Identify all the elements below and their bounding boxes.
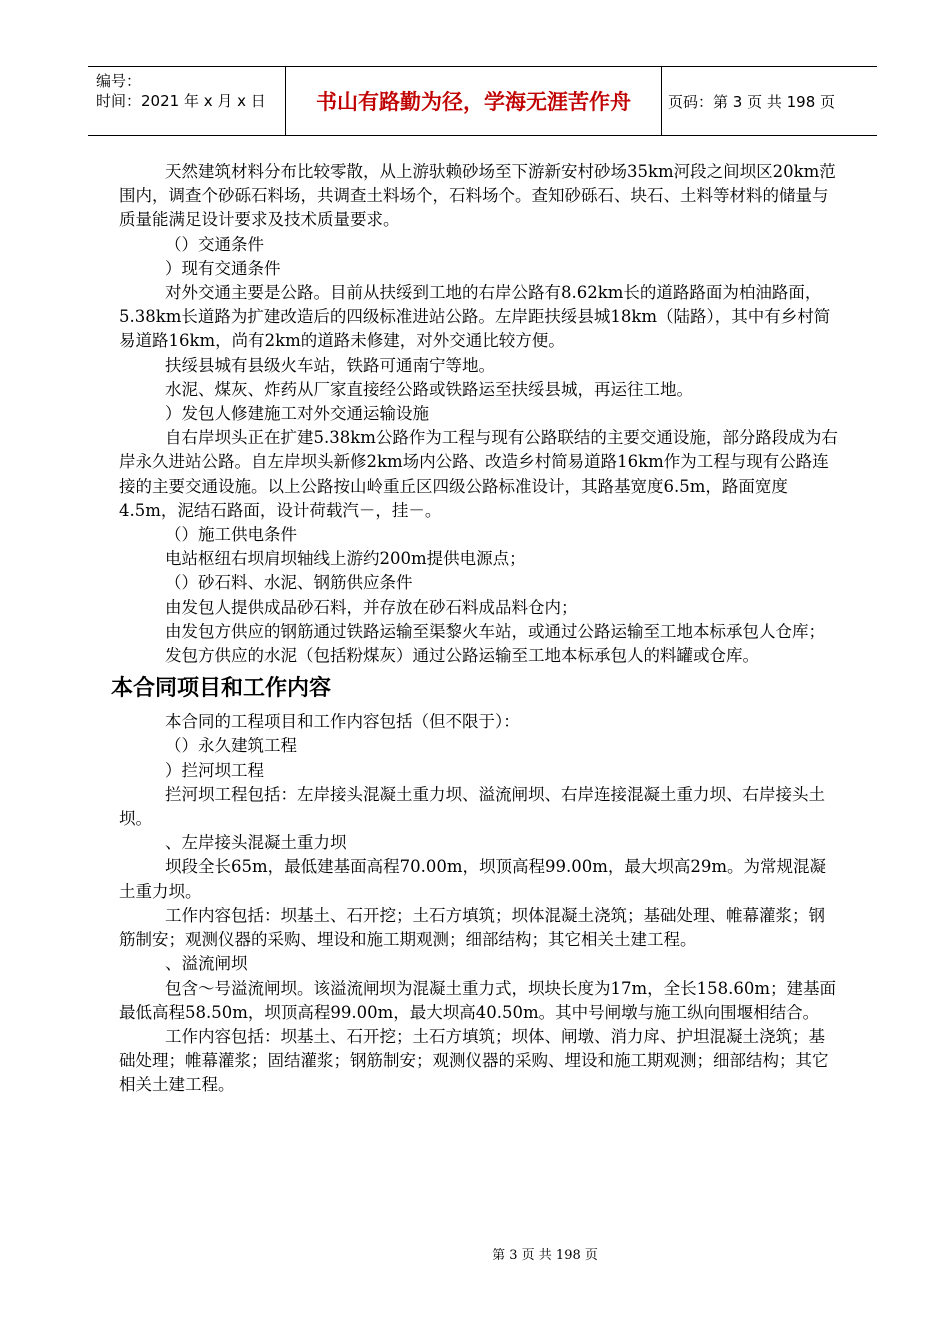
header-motto: 书山有路勤为径，学海无涯苦作舟 [286, 67, 662, 135]
paragraph: 扶绥县城有县级火车站，铁路可通南宁等地。 [165, 355, 495, 375]
subheading: （）交通条件 [165, 234, 264, 254]
paragraph: 由发包人提供成品砂石料，并存放在砂石料成品料仓内； [165, 597, 578, 617]
paragraph: 电站枢纽右坝肩坝轴线上游约200m提供电源点； [165, 549, 526, 569]
document-body [111, 160, 839, 1098]
subheading: ）发包人修建施工对外交通运输设施 [165, 404, 429, 424]
subheading: （）砂石料、水泥、钢筋供应条件 [165, 573, 413, 593]
paragraph: 自右岸坝头正在扩建5.38km公路作为工程与现有公路联结的主要交通设施，部分路段成为右岸永久进站公路。自左岸坝头新修2km场内公路、改造乡村简易道路16km作为工程与现有公路连接的主要交通设施。以上公路按山岭重丘区四级公路标准设计，其路基宽度6.5m，路面宽度4.5m，泥结石路面，设计荷载汽－，挂－。 [119, 428, 838, 520]
subheading: 、左岸接头混凝土重力坝 [165, 833, 347, 853]
header-meta [88, 67, 286, 135]
paragraph: 包含～号溢流闸坝。该溢流闸坝为混凝土重力式，坝块长度为17m，全长158.60m；建基面最低高程58.50m，坝顶高程99.00m，最大坝高40.50m。其中号闸墩与施工纵向围堰相结合。 [119, 978, 837, 1022]
header-page-info: 页码：第 3 页 共 198 页 [668, 92, 836, 111]
paragraph: 发包方供应的水泥（包括粉煤灰）通过公路运输至工地本标承包人的料罐或仓库。 [165, 646, 759, 666]
subheading: ）拦河坝工程 [165, 760, 264, 780]
paragraph: 工作内容包括：坝基土、石开挖；土石方填筑；坝体、闸墩、消力戽、护坦混凝土浇筑；基础处理；帷幕灌浆；固结灌浆；钢筋制安；观测仪器的采购、埋设和施工期观测；细部结构；其它相关土建工程。 [119, 1026, 829, 1095]
paragraph: 对外交通主要是公路。目前从扶绥到工地的右岸公路有8.62km长的道路路面为柏油路面，5.38km长道路为扩建改造后的四级标准进站公路。左岸距扶绥县城18km（陆路），其中有乡村简易道路16km，尚有2km的道路未修建，对外交通比较方便。 [119, 283, 831, 351]
time-label: 时间：2021 年 x 月 x 日 [96, 92, 266, 110]
paragraph: 天然建筑材料分布比较零散，从上游驮赖砂场至下游新安村砂场35km河段之间坝区20km范围内，调查个砂砾石料场，共调查土料场个，石料场个。查知砂砾石、块石、土料等材料的储量与质量能满足设计要求及技术质量要求。 [119, 162, 836, 230]
paragraph: 由发包方供应的钢筋通过铁路运输至渠黎火车站，或通过公路运输至工地本标承包人仓库； [165, 621, 825, 641]
subheading: （）施工供电条件 [165, 525, 297, 545]
paragraph: 坝段全长65m，最低建基面高程70.00m，坝顶高程99.00m，最大坝高29m。为常规混凝土重力坝。 [119, 857, 827, 901]
page-footer: 第 3 页 共 198 页 [492, 1248, 598, 1263]
subheading: （）永久建筑工程 [165, 736, 297, 756]
paragraph: 水泥、煤灰、炸药从厂家直接经公路或铁路运至扶绥县城，再运往工地。 [165, 379, 693, 399]
section-title: 本合同项目和工作内容 [111, 676, 332, 702]
paragraph: 工作内容包括：坝基土、石开挖；土石方填筑；坝体混凝土浇筑；基础处理、帷幕灌浆；钢筋制安；观测仪器的采购、埋设和施工期观测；细部结构；其它相关土建工程。 [119, 905, 825, 950]
paragraph: 拦河坝工程包括：左岸接头混凝土重力坝、溢流闸坝、右岸连接混凝土重力坝、右岸接头土坝。 [119, 784, 825, 829]
number-label: 编号： [96, 72, 142, 90]
paragraph: 本合同的工程项目和工作内容包括（但不限于）： [165, 712, 520, 732]
page-header [88, 66, 877, 136]
subheading: 、溢流闸坝 [165, 954, 248, 974]
subheading: ）现有交通条件 [165, 258, 281, 278]
